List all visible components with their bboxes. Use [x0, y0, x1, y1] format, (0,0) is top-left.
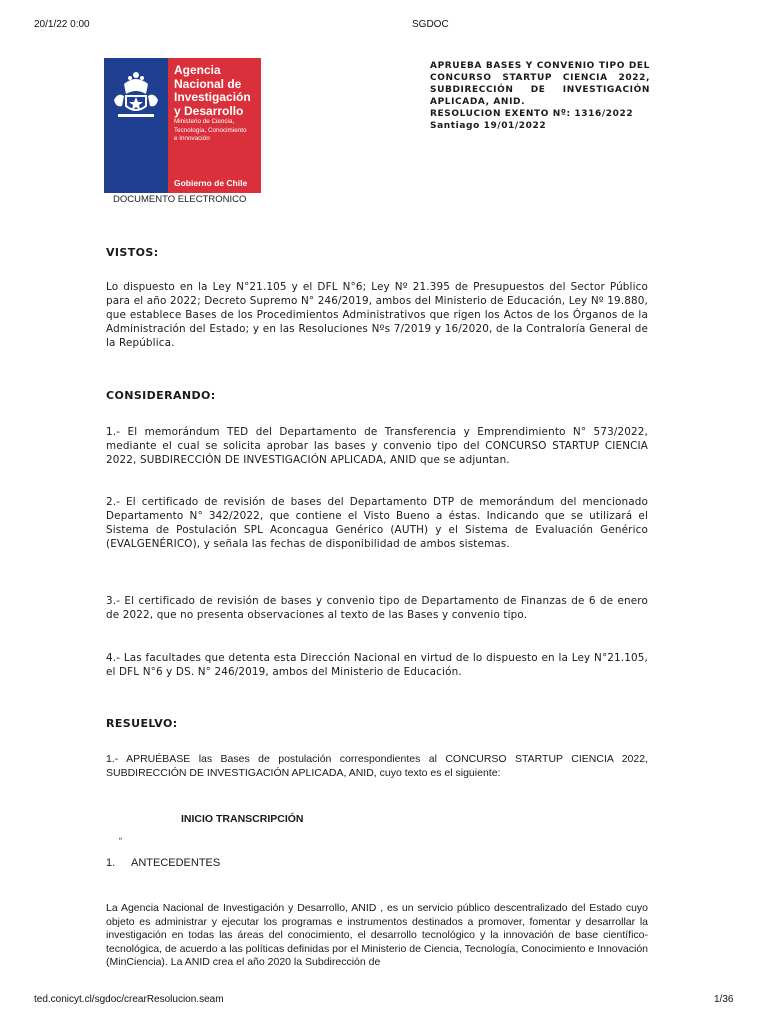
resolution-place-date: Santiago 19/01/2022: [430, 121, 547, 131]
resolution-title: [430, 60, 650, 108]
logo-government: Gobierno de Chile: [174, 178, 248, 188]
resolution-title-line: APLICADA, ANID.: [430, 97, 526, 107]
print-url: ted.conicyt.cl/sgdoc/crearResolucion.seam: [34, 994, 224, 1005]
considerando-heading: CONSIDERANDO:: [106, 389, 216, 402]
document-type-label: DOCUMENTO ELECTRONICO: [113, 194, 247, 205]
resolution-header: [430, 60, 650, 132]
print-datetime: 20/1/22 0:00: [34, 19, 90, 30]
resuelvo-heading: RESUELVO:: [106, 717, 178, 730]
vistos-text: Lo dispuesto en la Ley N°21.105 y el DFL N°6; Ley Nº 21.395 de Presupuestos del Sector Público para el año 2022; Decreto Supremo N° 246/2019, ambos del Ministerio de Educación, Ley Nº 19.880, que establece Bases de los Procedimientos Administrativos que rigen los Actos de los Órganos de la Administración del Estado; y en las Resoluciones Nºs 7/2019 y 16/2020, de la Contraloría General de la República.: [106, 281, 648, 349]
logo-agency-name: Agencia Nacional de Investigación y Desarrollo: [174, 63, 251, 118]
resolution-title-line: APRUEBA BASES Y CONVENIO TIPO DEL: [430, 61, 650, 71]
resolution-title-line: SUBDIRECCIÓN DE INVESTIGACIÓN: [430, 85, 650, 95]
section-number: 1.: [106, 857, 116, 869]
transcription-start: INICIO TRANSCRIPCIÓN: [181, 813, 304, 825]
print-page-title: SGDOC: [412, 19, 449, 30]
considerando-item: 1.- El memorándum TED del Departamento de Transferencia y Emprendimiento N° 573/2022, mediante el cual se solicita aprobar las bases y convenio tipo del CONCURSO STARTUP CIENCIA 2022, SUBDIRECCIÓN DE INVESTIGACIÓN APLICADA, ANID que se adjuntan.: [106, 426, 648, 466]
opening-quote: “: [119, 836, 122, 846]
vistos-heading: VISTOS:: [106, 246, 159, 259]
print-page-number: 1/36: [714, 994, 734, 1005]
antecedentes-paragraph: La Agencia Nacional de Investigación y Desarrollo, ANID , es un servicio público descentralizado del Estado cuyo objeto es administrar y ejecutar los programas e instrumentos destinados a promover, fomentar y desarrollar la investigación en todas las áreas del conocimiento, el desarrollo tecnológico y la innovación de base científico-tecnológica, de acuerdo a las políticas definidas por el Ministerio de Ciencia, Tecnología, Conocimiento e Innovación (MinCiencia). La ANID crea el año 2020 la Subdirección de: [106, 902, 648, 968]
considerando-item: 3.- El certificado de revisión de bases y convenio tipo de Departamento de Finanzas de 6 de enero de 2022, que no presenta observaciones al texto de las Bases y convenio tipo.: [106, 595, 648, 621]
resolution-title-line: CONCURSO STARTUP CIENCIA 2022,: [430, 73, 650, 83]
logo-ministry: Ministerio de Ciencia, Tecnología, Conocimiento e Innovación: [174, 118, 247, 142]
considerando-item: 2.- El certificado de revisión de bases del Departamento DTP de memorándum del mencionado Departamento N° 342/2022, que contiene el Visto Bueno a éstas. Indicando que se utilizará el Sistema de Postulación SPL Aconcagua Genérico (AUTH) y el Sistema de Evaluación Genérico (EVALGENÉRICO), y señala las fechas de disponibilidad de ambos sistemas.: [106, 496, 648, 550]
resuelvo-item: 1.- APRUÉBASE las Bases de postulación correspondientes al CONCURSO STARTUP CIENCIA 2022, SUBDIRECCIÓN DE INVESTIGACIÓN APLICADA, ANID, cuyo texto es el siguiente:: [106, 753, 648, 779]
resolution-number: RESOLUCION EXENTO Nº: 1316/2022: [430, 109, 634, 119]
anid-logo: [104, 58, 261, 193]
section-title: ANTECEDENTES: [131, 857, 221, 869]
considerando-item: 4.- Las facultades que detenta esta Dirección Nacional en virtud de lo dispuesto en la Ley N°21.105, el DFL N°6 y DS. N° 246/2019, ambos del Ministerio de Educación.: [106, 652, 648, 678]
logo-red-panel: [168, 58, 261, 193]
logo-blue-panel: [104, 58, 168, 193]
section-heading: [106, 857, 220, 869]
coat-of-arms-icon: [104, 66, 168, 126]
